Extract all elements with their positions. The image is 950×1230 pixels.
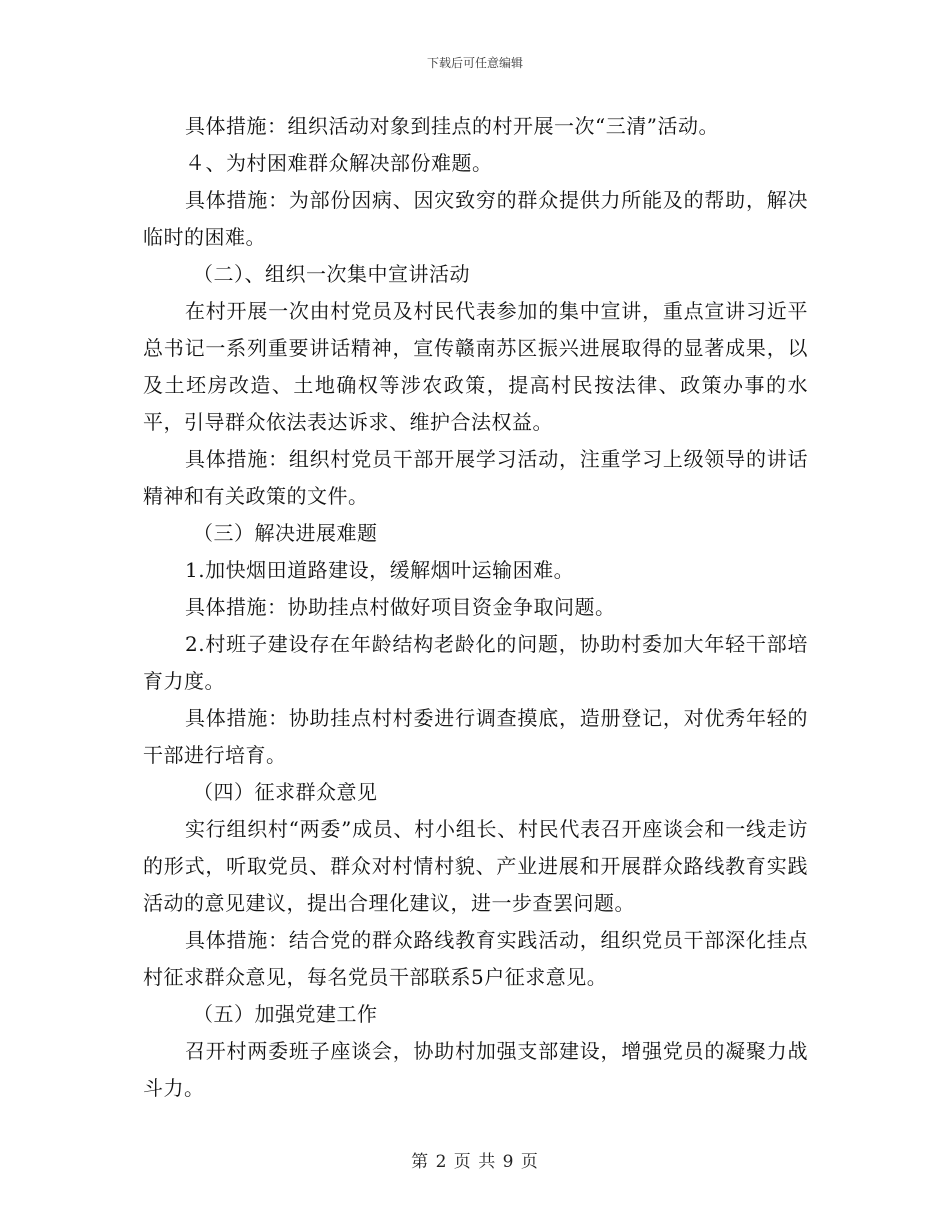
paragraph: 召开村两委班子座谈会，协助村加强支部建设，增强党员的凝聚力战斗力。 xyxy=(143,1039,808,1100)
list-item: 1.加快烟田道路建设，缓解烟叶运输困难。 xyxy=(185,558,575,582)
paragraph: 实行组织村“两委”成员、村小组长、村民代表召开座谈会和一线走访的形式，听取党员、群众对村情村貌、产业进展和开展群众路线教育实践活动的意见建议，提出合理化建议，进一步查罢问题。 xyxy=(143,817,808,915)
paragraph: 具体措施：组织村党员干部开展学习活动，注重学习上级领导的讲话精神和有关政策的文件。 xyxy=(143,447,808,508)
page-header: 下载后可任意编辑 xyxy=(426,56,523,70)
section-heading: （四）征求群众意见 xyxy=(193,780,378,804)
page-number: 第 2 页 共 9 页 xyxy=(411,1152,539,1172)
paragraph: 具体措施：结合党的群众路线教育实践活动，组织党员干部深化挂点村征求群众意见，每名党员干部联系5户征求意见。 xyxy=(143,928,808,989)
paragraph: 具体措施：协助挂点村做好项目资金争取问题。 xyxy=(185,595,616,619)
document-body xyxy=(143,108,808,1107)
list-item: ４、为村困难群众解决部份难题。 xyxy=(185,151,493,175)
paragraph: 具体措施：组织活动对象到挂点的村开展一次“三清”活动。 xyxy=(185,114,719,138)
paragraph: 具体措施：协助挂点村村委进行调查摸底，造册登记，对优秀年轻的干部进行培育。 xyxy=(143,706,808,767)
section-heading: （三）解决进展难题 xyxy=(193,521,378,545)
section-heading: （五）加强党建工作 xyxy=(193,1002,378,1026)
paragraph: 具体措施：为部份因病、因灾致穷的群众提供力所能及的帮助，解决临时的困难。 xyxy=(143,188,808,249)
paragraph: 在村开展一次由村党员及村民代表参加的集中宣讲，重点宣讲习近平总书记一系列重要讲话精神，宣传赣南苏区振兴进展取得的显著成果，以及土坯房改造、土地确权等涉农政策，提高村民按法律、政策办事的水平，引导群众依法表达诉求、维护合法权益。 xyxy=(143,299,808,434)
section-heading: （二）、组织一次集中宣讲活动 xyxy=(193,262,470,286)
list-item: 2.村班子建设存在年龄结构老龄化的问题，协助村委加大年轻干部培育力度。 xyxy=(143,632,808,693)
